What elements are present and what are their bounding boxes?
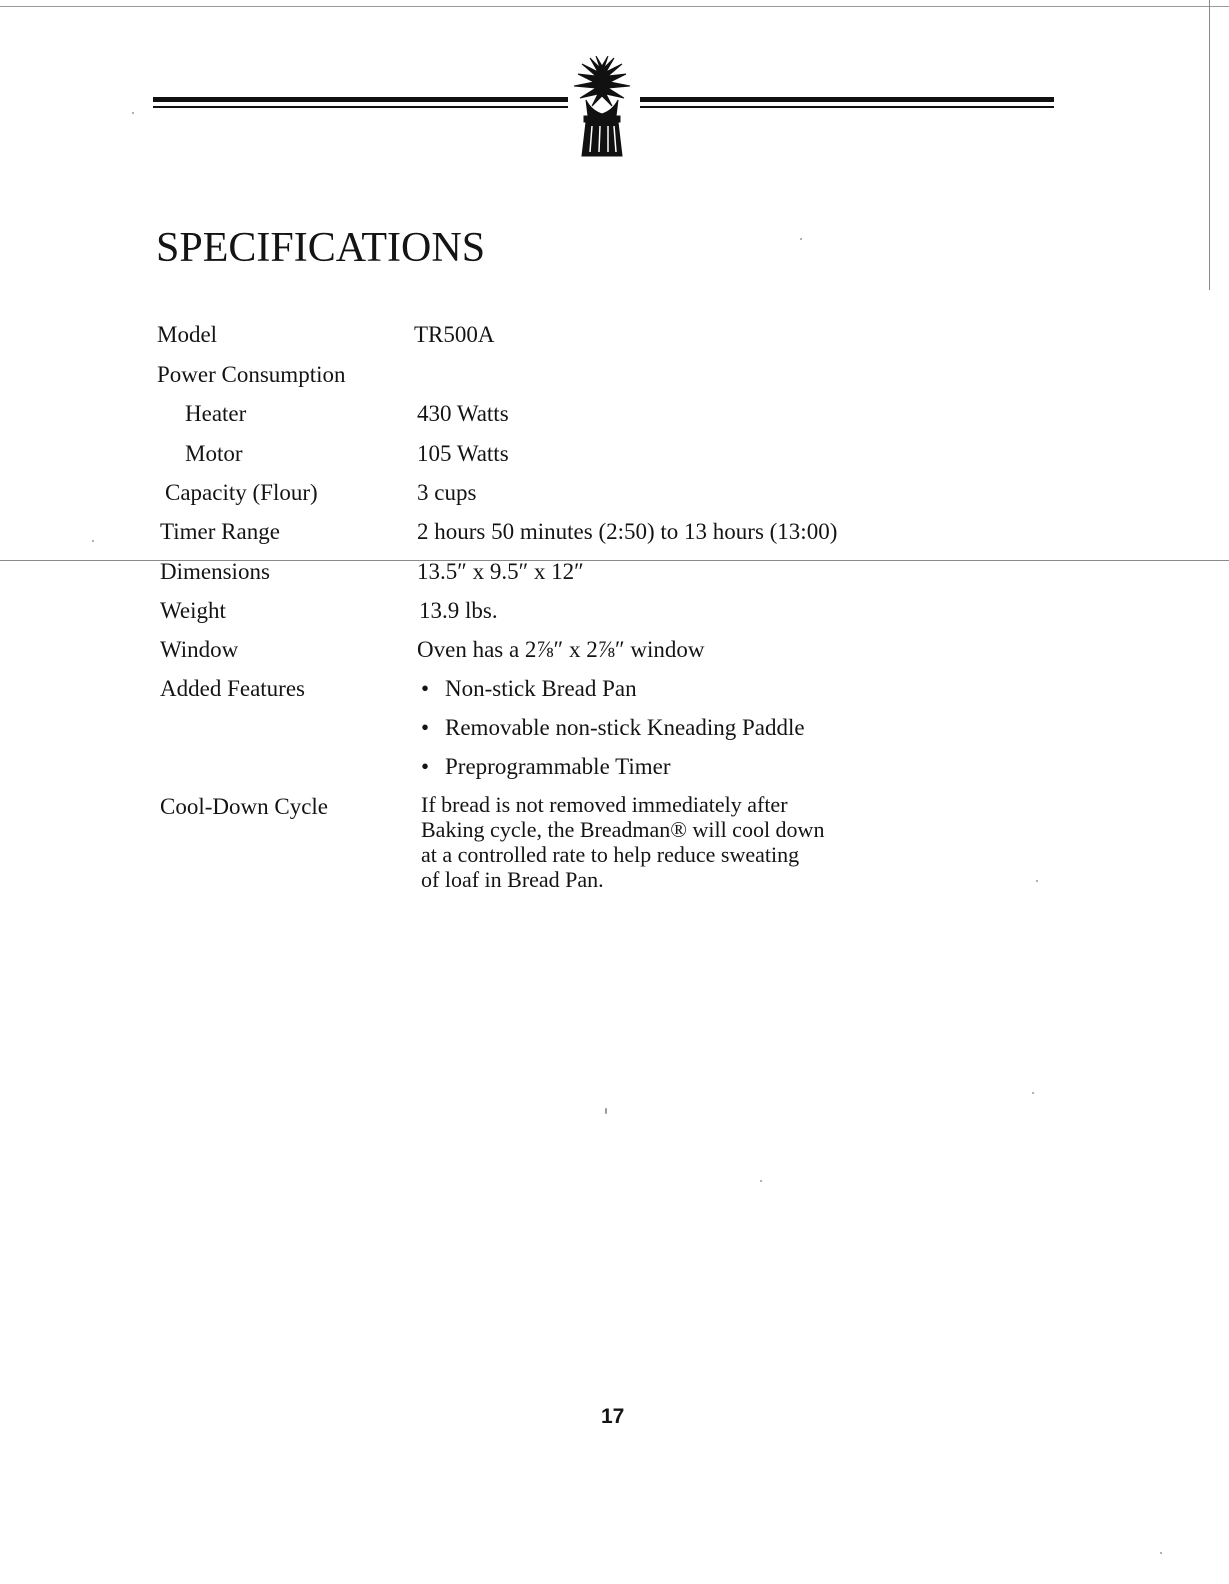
spec-value: TR500A (414, 322, 495, 347)
paragraph-line: of loaf in Bread Pan. (421, 867, 604, 892)
spec-row-power (0, 362, 1229, 396)
spec-value: 430 Watts (417, 401, 509, 426)
spec-label: Heater (185, 401, 247, 426)
spec-row-model (0, 322, 1229, 356)
spec-label: Dimensions (160, 559, 270, 584)
spec-label: Added Features (160, 676, 305, 701)
spec-row-timer (0, 519, 1229, 553)
list-item (421, 676, 637, 702)
scan-edge-right (1209, 0, 1210, 290)
spec-row-features-2 (0, 715, 1229, 749)
page-number: 17 (601, 1405, 625, 1428)
paragraph-line: If bread is not removed immediately after (421, 792, 788, 817)
scan-speck (1160, 1552, 1162, 1554)
spec-label: Cool-Down Cycle (160, 794, 329, 819)
spec-value: 3 cups (417, 480, 477, 505)
scan-speck (132, 112, 134, 114)
spec-row-heater (0, 401, 1229, 435)
spec-value: 2 hours 50 minutes (2:50) to 13 hours (13:00) (417, 519, 838, 544)
spec-label: Timer Range (160, 519, 280, 544)
spec-label: Motor (185, 441, 243, 466)
feature-text: Preprogrammable Timer (445, 754, 671, 779)
spec-label: Window (160, 637, 239, 662)
paragraph-line: at a controlled rate to help reduce sweating (421, 842, 800, 867)
feature-text: Non-stick Bread Pan (445, 676, 637, 701)
bullet-icon: • (421, 715, 430, 740)
spec-row-dimensions (0, 559, 1229, 593)
spec-value: 105 Watts (417, 441, 509, 466)
scan-speck (1032, 1092, 1034, 1094)
scan-speck (605, 1108, 607, 1114)
spec-label: Power Consumption (157, 362, 346, 387)
scan-speck (760, 1180, 762, 1182)
spec-row-weight (0, 598, 1229, 632)
spec-row-features-3 (0, 754, 1229, 788)
list-item (421, 715, 805, 741)
header-rule-left-thin (153, 106, 568, 108)
feature-text: Removable non-stick Kneading Paddle (445, 715, 805, 740)
spec-row-features (0, 676, 1229, 710)
bullet-icon: • (421, 676, 430, 701)
spec-label: Capacity (Flour) (165, 480, 318, 505)
cooldown-description (421, 792, 891, 892)
spec-value: 13.9 lbs. (419, 598, 498, 623)
wheat-sheaf-icon (556, 56, 648, 160)
scan-speck (1036, 880, 1038, 882)
spec-row-capacity (0, 480, 1229, 514)
spec-label: Model (157, 322, 218, 347)
spec-value: Oven has a 2⅞″ x 2⅞″ window (417, 637, 705, 662)
header-rule-right-thin (640, 106, 1054, 108)
spec-label: Weight (160, 598, 226, 623)
scan-speck (800, 238, 802, 240)
spec-row-motor (0, 441, 1229, 475)
header-rule-left (153, 97, 568, 102)
page-title: SPECIFICATIONS (156, 225, 486, 271)
scan-speck (92, 540, 94, 542)
paragraph-line: Baking cycle, the Breadman® will cool down (421, 817, 825, 842)
bullet-icon: • (421, 754, 430, 779)
list-item (421, 754, 671, 780)
spec-value: 13.5″ x 9.5″ x 12″ (417, 559, 584, 584)
scan-edge-top (0, 6, 1229, 7)
header-rule-right (640, 97, 1054, 102)
spec-row-window (0, 637, 1229, 671)
